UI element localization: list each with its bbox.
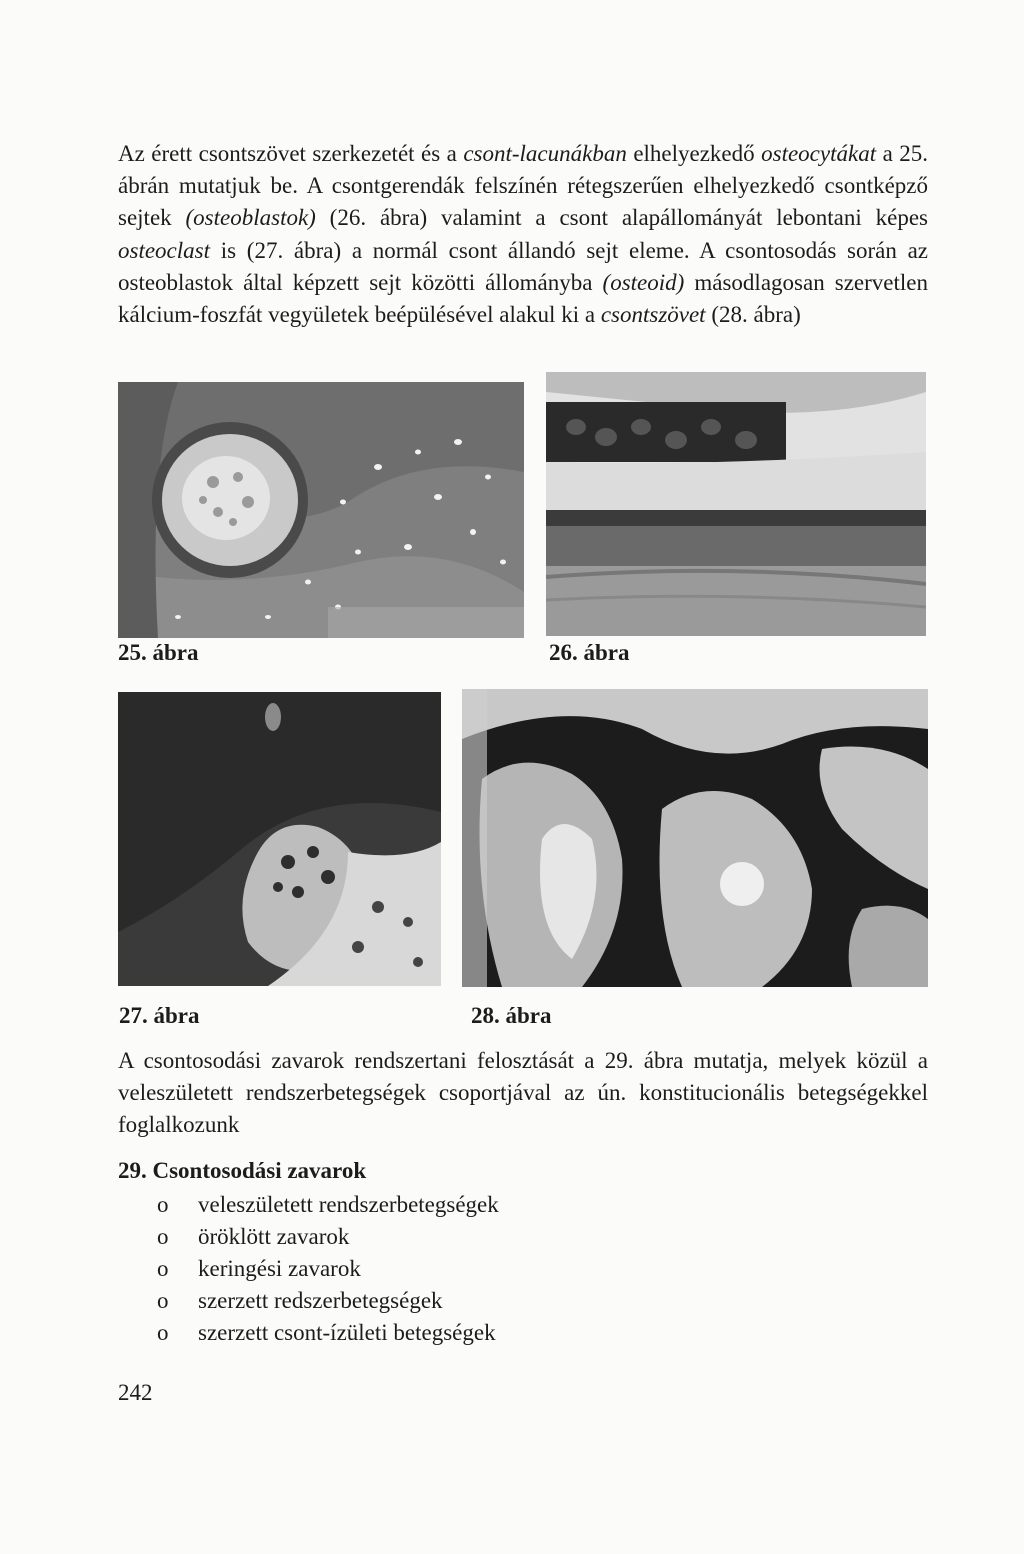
bullet-icon: o <box>157 1224 169 1249</box>
bullet-icon: o <box>157 1256 169 1281</box>
list-item-label: veleszületett rendszerbetegségek <box>198 1192 499 1217</box>
caption-figure-26: 26. ábra <box>549 640 630 665</box>
figure-28-image <box>462 689 928 987</box>
list-item-label: szerzett csont-ízületi betegségek <box>198 1320 496 1345</box>
bullet-icon: o <box>157 1192 169 1217</box>
term-csontszovet: csontszövet <box>600 302 706 328</box>
term-osteocytakat: osteocytákat <box>761 141 877 166</box>
list-item-label: szerzett redszerbetegségek <box>198 1288 443 1313</box>
list-item-label: keringési zavarok <box>198 1256 361 1281</box>
intro-text-5: is (27. ábra) a normál csont állandó sejt eleme. A csontosodás során az osteoblastok által képzett sejt közötti állományba <box>118 237 928 295</box>
list-item <box>118 1253 499 1285</box>
intro-text-6: másodlagosan szervetlen kálcium-foszfát vegyületek beépülésével alakul ki a <box>118 269 928 328</box>
term-csont-lacunakban: csont-lacunákban <box>463 141 627 166</box>
disorder-list <box>118 1189 499 1349</box>
list-item <box>118 1285 499 1317</box>
figure-25-image <box>118 382 524 638</box>
figure-27-image <box>118 692 441 986</box>
list-item-label: öröklött zavarok <box>198 1224 350 1249</box>
caption-figure-27: 27. ábra <box>119 1003 200 1028</box>
intro-text-2: elhelyezkedő <box>626 141 762 166</box>
term-osteoclast: osteoclast <box>118 237 210 263</box>
term-osteoid: (osteoid) <box>602 269 685 295</box>
intro-paragraph <box>118 138 928 331</box>
list-item <box>118 1189 499 1221</box>
list-title: 29. Csontosodási zavarok <box>118 1158 367 1183</box>
caption-figure-28: 28. ábra <box>471 1003 552 1028</box>
list-item <box>118 1317 499 1349</box>
classification-paragraph: A csontosodási zavarok rendszertani felosztását a 29. ábra mutatja, melyek közül a veleszületett rendszerbetegségek csoportjával az ún. konstitucionális betegségekkel foglalkozunk <box>118 1048 928 1138</box>
intro-text-3: a 25. ábrán mutatjuk be. A csontgerendák felszínén rétegszerűen elhelyezkedő csontképző sejtek <box>118 141 928 231</box>
figure-26-image <box>546 372 926 636</box>
bullet-icon: o <box>157 1288 169 1313</box>
list-item <box>118 1221 499 1253</box>
bullet-icon: o <box>157 1320 169 1345</box>
page-number: 242 <box>118 1380 153 1405</box>
term-osteoblastok: (osteoblastok) <box>185 205 316 231</box>
caption-figure-25: 25. ábra <box>118 640 199 665</box>
intro-text-1: Az érett csontszövet szerkezetét és a <box>118 141 464 166</box>
intro-text-4: (26. ábra) valamint a csont alapállományát lebontani képes <box>315 205 929 231</box>
intro-text-7: (28. ábra) <box>705 302 801 328</box>
